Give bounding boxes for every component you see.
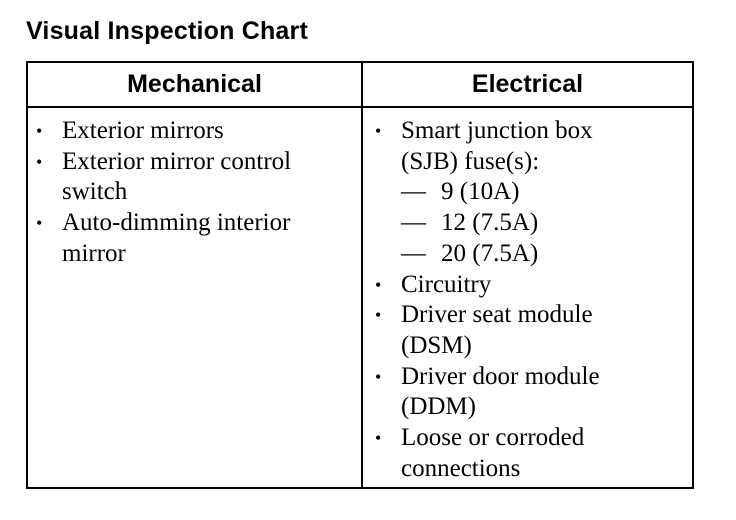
list-item: [35, 116, 355, 147]
fuse-value: 20 (7.5A): [441, 239, 539, 267]
item-line: mirror: [62, 239, 126, 267]
list-item: [35, 147, 355, 208]
mechanical-list: [35, 116, 355, 270]
item-line: (DDM): [401, 393, 476, 421]
item-line: (SJB) fuse(s):: [401, 147, 540, 175]
dash-icon: —: [401, 239, 426, 267]
item-line: (DSM): [401, 331, 472, 359]
electrical-list: [374, 116, 690, 484]
item-line: switch: [62, 178, 128, 206]
bullet-icon: •: [375, 305, 382, 326]
bullet-icon: •: [36, 121, 43, 141]
bullet-icon: •: [36, 213, 43, 234]
bullet-icon: •: [375, 121, 382, 141]
item-line: Circuitry: [401, 270, 492, 298]
list-item: [374, 116, 690, 270]
fuse-value: 9 (10A): [441, 178, 520, 206]
item-line: Driver seat module: [401, 301, 593, 329]
fuse-subitem: [401, 177, 690, 208]
page-title: Visual Inspection Chart: [26, 17, 308, 45]
visual-inspection-table: [26, 61, 694, 489]
mechanical-cell: [35, 116, 355, 270]
item-line: Exterior mirrors: [62, 117, 224, 144]
bullet-icon: •: [375, 366, 382, 387]
list-item: [374, 423, 690, 484]
item-line: Driver door module: [401, 362, 600, 390]
item-line: Auto-dimming interior: [62, 209, 291, 237]
list-item: [374, 362, 690, 423]
fuse-value: 12 (7.5A): [441, 209, 539, 237]
list-item: [374, 300, 690, 361]
mechanical-column-header: Mechanical: [127, 70, 262, 98]
column-divider: [361, 63, 363, 487]
item-line: Loose or corroded: [401, 424, 585, 452]
electrical-column-header: Electrical: [471, 70, 584, 98]
bullet-icon: •: [375, 274, 382, 295]
bullet-icon: •: [375, 428, 382, 449]
bullet-icon: •: [36, 151, 43, 172]
list-item: [374, 270, 690, 301]
table-header-row: [28, 63, 692, 108]
item-line: Smart junction box: [401, 117, 593, 144]
fuse-subitem: [401, 239, 690, 270]
dash-icon: —: [401, 178, 426, 206]
fuse-subitem: [401, 208, 690, 239]
dash-icon: —: [401, 209, 426, 237]
list-item: [35, 208, 355, 269]
item-line: Exterior mirror control: [62, 147, 292, 175]
electrical-cell: [374, 116, 690, 484]
item-line: connections: [401, 454, 521, 482]
